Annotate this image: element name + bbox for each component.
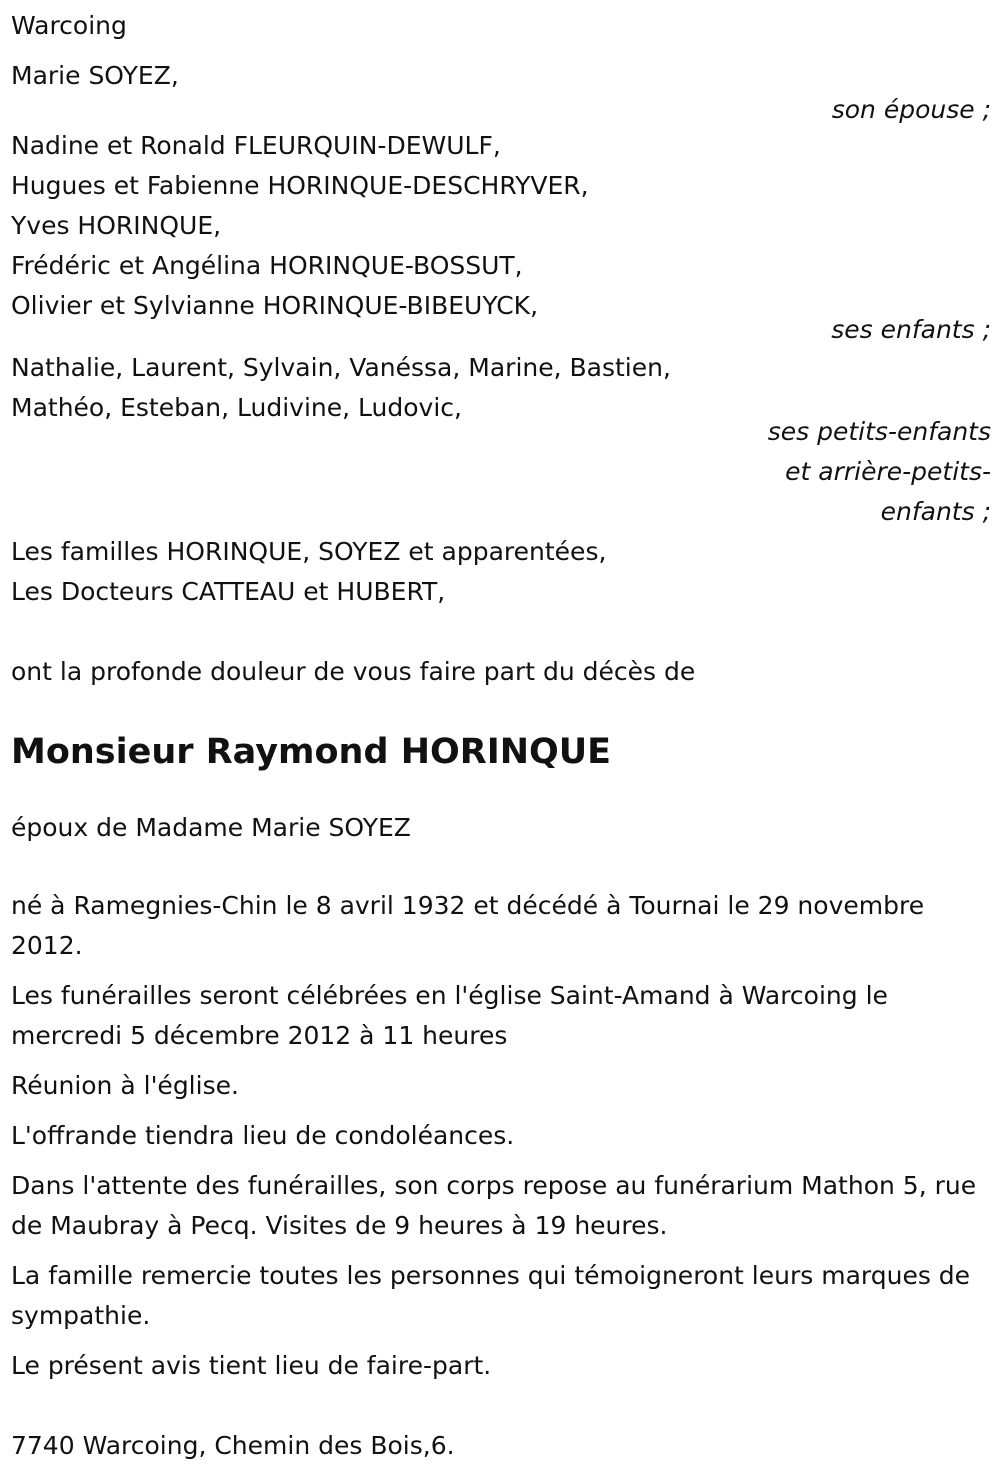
spouse-name: Marie SOYEZ, [11, 61, 179, 90]
announcement: ont la profonde douleur de vous faire part du décès de [11, 657, 696, 686]
grandchildren-role [11, 412, 991, 532]
visitation-info: Dans l'attente des funérailles, son corps repose au funérarium Mathon 5, rue de Maubray à Pecq. Visites de 9 heures à 19 heures. [11, 1171, 977, 1240]
child-line: Frédéric et Angélina HORINQUE-BOSSUT, [11, 251, 523, 280]
family-line: Les familles HORINQUE, SOYEZ et apparentées, [11, 537, 607, 566]
grandchildren-role-line: enfants ; [880, 497, 991, 526]
family-line: Les Docteurs CATTEAU et HUBERT, [11, 577, 446, 606]
grandchild-line: Mathéo, Esteban, Ludivine, Ludovic, [11, 393, 462, 422]
thanks-info: La famille remercie toutes les personnes qui témoigneront leurs marques de sympathie. [11, 1261, 971, 1330]
meeting-info: Réunion à l'église. [11, 1071, 239, 1100]
address: 7740 Warcoing, Chemin des Bois,6. [11, 1431, 455, 1460]
offering-info: L'offrande tiendra lieu de condoléances. [11, 1121, 515, 1150]
child-line: Hugues et Fabienne HORINQUE-DESCHRYVER, [11, 171, 589, 200]
funeral-details: Les funérailles seront célébrées en l'église Saint-Amand à Warcoing le mercredi 5 décembre 2012 à 11 heures [11, 981, 888, 1050]
children-role: ses enfants ; [831, 315, 991, 344]
families-list [11, 532, 991, 612]
deceased-name: Monsieur Raymond HORINQUE [11, 732, 612, 772]
spouse-role: son épouse ; [831, 95, 991, 124]
spouse-of: époux de Madame Marie SOYEZ [11, 813, 411, 842]
grandchildren-role-line: et arrière-petits- [785, 457, 991, 486]
children-list [11, 126, 991, 326]
birth-death: né à Ramegnies-Chin le 8 avril 1932 et décédé à Tournai le 29 novembre 2012. [11, 891, 925, 960]
place-header: Warcoing [11, 11, 127, 40]
notice-info: Le présent avis tient lieu de faire-part. [11, 1351, 492, 1380]
child-line: Nadine et Ronald FLEURQUIN-DEWULF, [11, 131, 501, 160]
child-line: Olivier et Sylvianne HORINQUE-BIBEUYCK, [11, 291, 539, 320]
obituary-notice [11, 6, 991, 1466]
grandchild-line: Nathalie, Laurent, Sylvain, Vanéssa, Marine, Bastien, [11, 353, 671, 382]
child-line: Yves HORINQUE, [11, 211, 222, 240]
grandchildren-role-line: ses petits-enfants [767, 417, 991, 446]
